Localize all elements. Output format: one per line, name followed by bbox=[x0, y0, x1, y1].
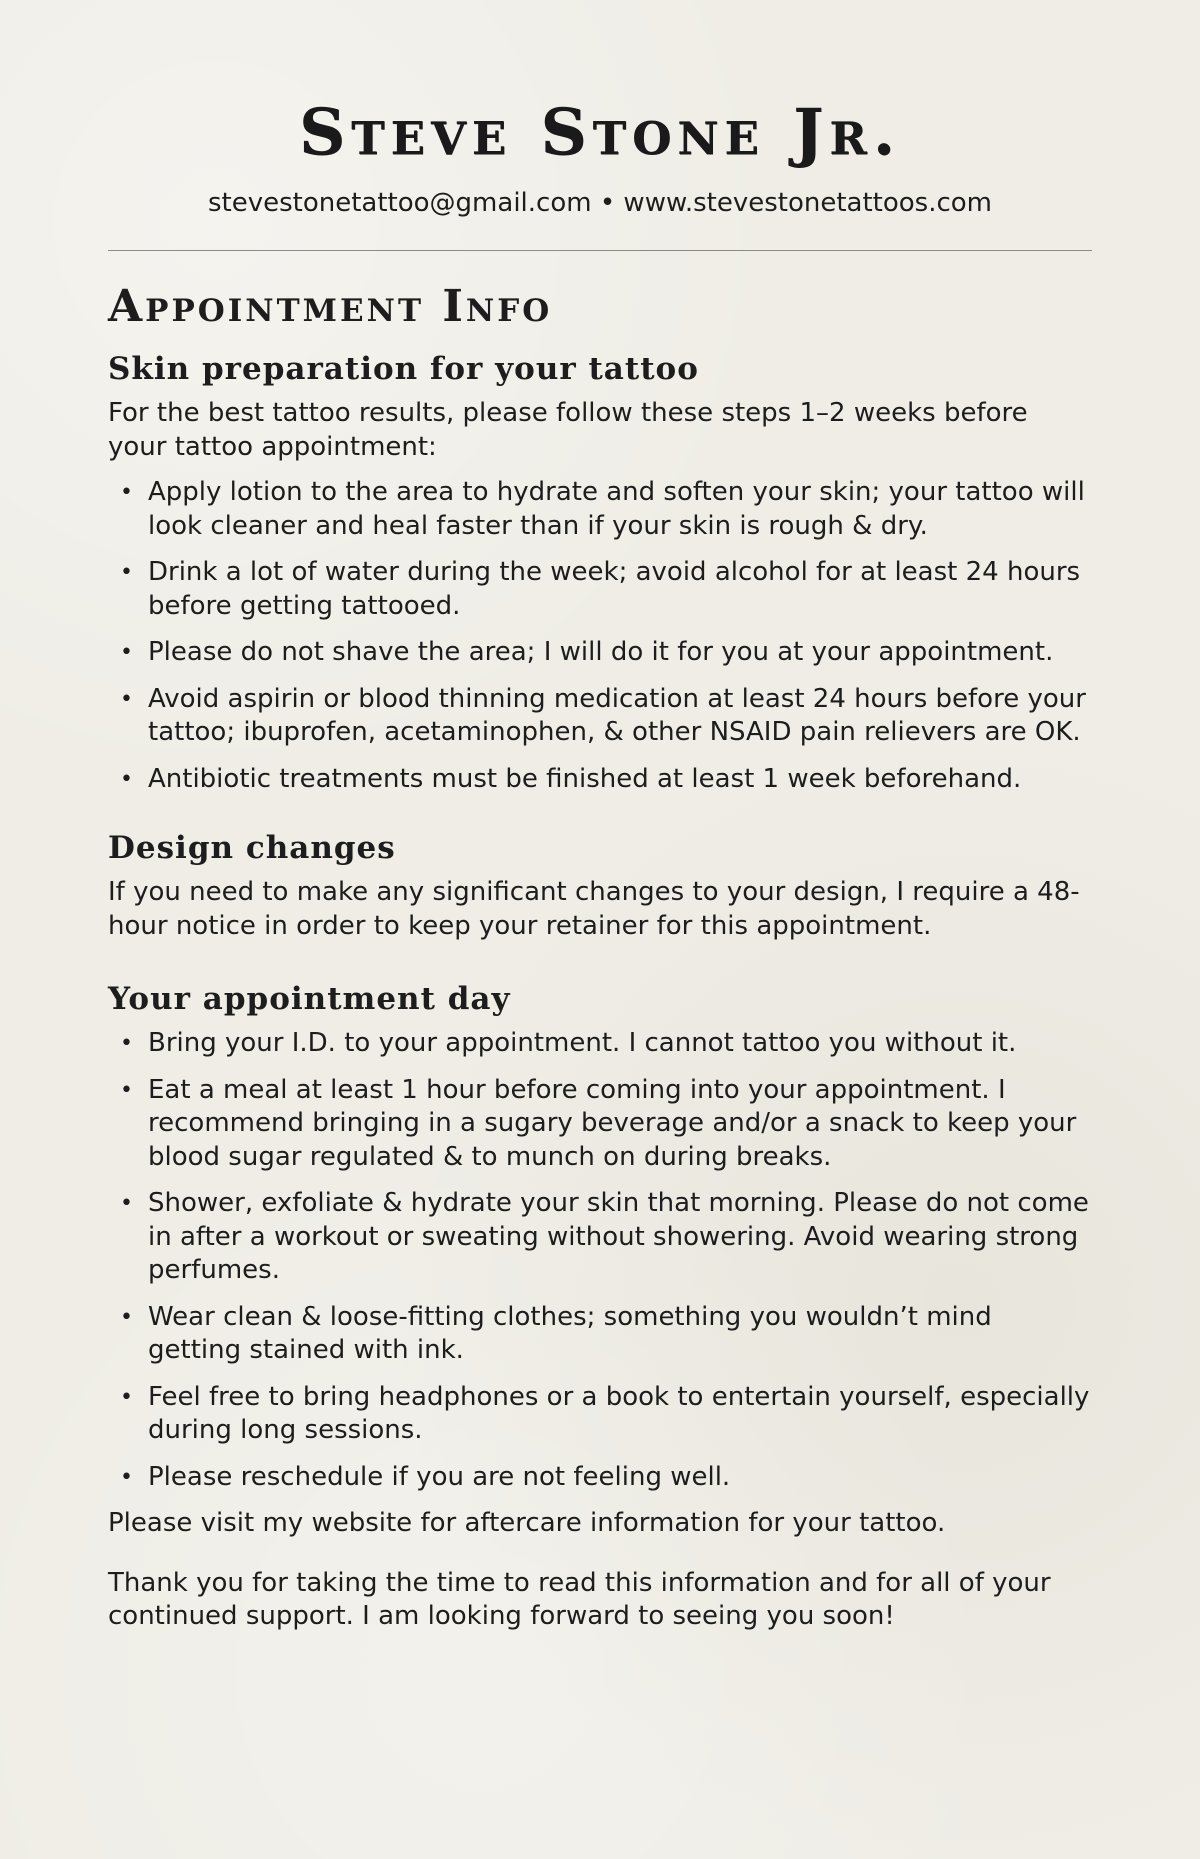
bullet: • bbox=[120, 480, 133, 505]
list-item bbox=[108, 1301, 1092, 1368]
bullet: • bbox=[120, 1077, 133, 1103]
list-item bbox=[108, 683, 1092, 750]
list-item bbox=[108, 1381, 1092, 1448]
list-item bbox=[108, 1461, 1092, 1495]
list-item bbox=[108, 636, 1092, 670]
skin-preparation-heading: Skin preparation for your tattoo bbox=[108, 351, 699, 387]
list-item-text: Feel free to bring headphones or a book to entertain yourself, especially during long sessions. bbox=[148, 1381, 1090, 1445]
list-item-text: Avoid aspirin or blood thinning medication at least 24 hours before your tattoo; ibuprofen, acetaminophen, & other NSAID pain relievers are OK. bbox=[148, 683, 1086, 747]
divider bbox=[108, 250, 1092, 251]
list-item-text: Apply lotion to the area to hydrate and soften your skin; your tattoo will look cleaner and heal faster than if your skin is rough & dry. bbox=[148, 477, 1085, 541]
contact-line: stevestonetattoo@gmail.com • www.stevestonetattoos.com bbox=[207, 188, 993, 218]
aftercare-note: Please visit my website for aftercare information for your tattoo. bbox=[108, 1508, 946, 1538]
bullet: • bbox=[120, 1384, 133, 1410]
list-item-text: Antibiotic treatments must be finished at least 1 week beforehand. bbox=[148, 763, 1022, 794]
list-item bbox=[108, 476, 1092, 543]
list-item-text: Shower, exfoliate & hydrate your skin that morning. Please do not come in after a workout or sweating without showering. Avoid wearing strong perfumes. bbox=[148, 1188, 1089, 1285]
page-title: Appointment Info bbox=[108, 281, 553, 332]
design-changes-heading: Design changes bbox=[108, 830, 396, 866]
bullet: • bbox=[120, 1191, 133, 1216]
appointment-day-heading: Your appointment day bbox=[108, 981, 511, 1017]
artist-name: Steve Stone Jr. bbox=[298, 95, 902, 170]
bullet: • bbox=[120, 686, 133, 712]
bullet: • bbox=[120, 766, 133, 792]
list-item-text: Please do not shave the area; I will do it for you at your appointment. bbox=[148, 637, 1054, 667]
appointment-day-list bbox=[108, 1027, 1092, 1494]
list-item bbox=[108, 1027, 1092, 1061]
list-item bbox=[108, 1074, 1092, 1175]
design-changes-text: If you need to make any significant changes to your design, I require a 48-hour notice in order to keep your retainer for this appointment. bbox=[108, 877, 1080, 941]
list-item-text: Eat a meal at least 1 hour before coming into your appointment. I recommend bringing in a sugary beverage and/or a snack to keep your blood sugar regulated & to munch on during breaks. bbox=[148, 1074, 1077, 1172]
list-item-text: Please reschedule if you are not feeling well. bbox=[148, 1461, 731, 1492]
list-item-text: Wear clean & loose-fitting clothes; something you wouldn’t mind getting stained with ink. bbox=[148, 1301, 992, 1365]
list-item-text: Bring your I.D. to your appointment. I cannot tattoo you without it. bbox=[148, 1028, 1017, 1058]
bullet: • bbox=[120, 640, 133, 665]
bullet: • bbox=[120, 1464, 133, 1490]
closing-note: Thank you for taking the time to read this information and for all of your continued support. I am looking forward to seeing you soon! bbox=[108, 1567, 1051, 1631]
bullet: • bbox=[120, 560, 133, 585]
skin-preparation-intro: For the best tattoo results, please follow these steps 1–2 weeks before your tattoo appointment: bbox=[108, 398, 1028, 462]
skin-preparation-list bbox=[108, 476, 1092, 796]
appointment-info-sheet bbox=[108, 0, 1092, 1634]
list-item bbox=[108, 1187, 1092, 1288]
list-item bbox=[108, 556, 1092, 623]
list-item bbox=[108, 763, 1092, 797]
bullet: • bbox=[120, 1304, 133, 1330]
bullet: • bbox=[120, 1031, 133, 1056]
list-item-text: Drink a lot of water during the week; avoid alcohol for at least 24 hours before getting tattooed. bbox=[148, 557, 1081, 621]
